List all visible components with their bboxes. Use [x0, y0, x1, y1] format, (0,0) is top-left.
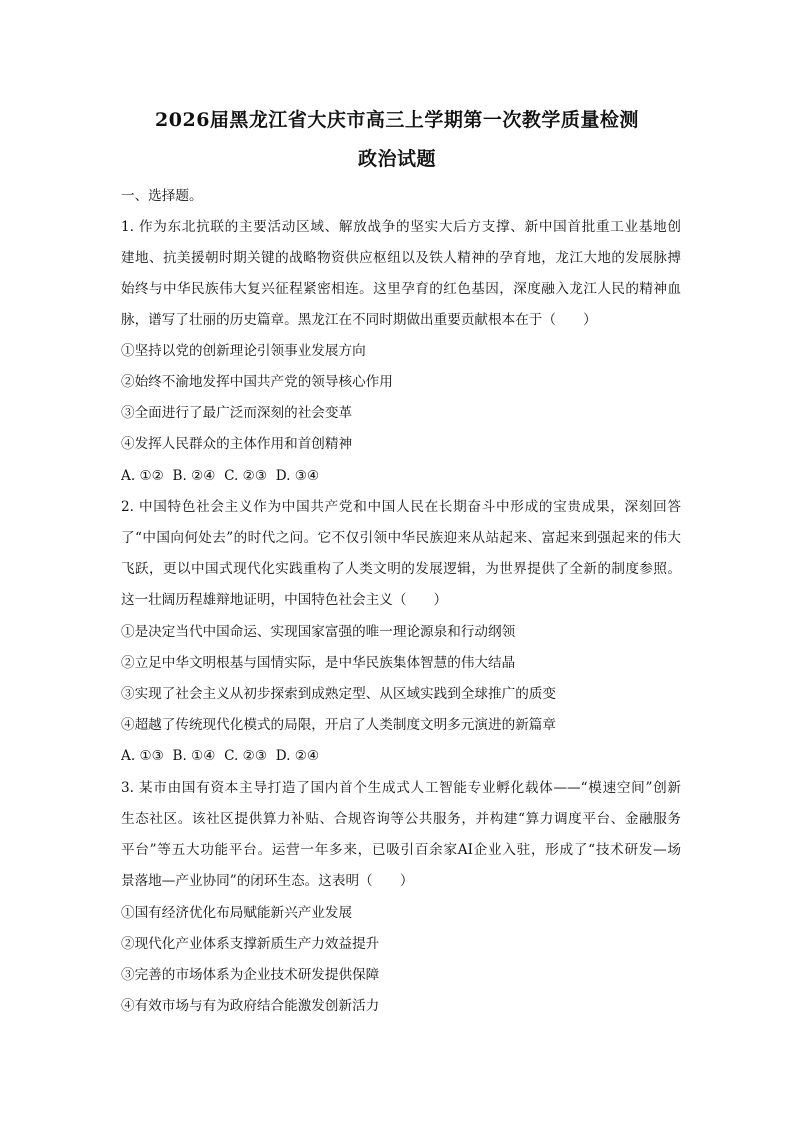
question-stem-line: 脉，谱写了壮丽的历史篇章。黑龙江在不同时期做出重要贡献根本在于（ ）	[121, 312, 597, 328]
question-option: ②现代化产业体系支撑新质生产力效益提升	[121, 936, 380, 952]
question-option: ①坚持以党的创新理论引领事业发展方向	[121, 343, 366, 359]
question-stem-line: 3. 某市由国有资本主导打造了国内首个生成式人工智能专业孵化载体——“模速空间”创新	[121, 780, 681, 796]
question-stem-line: 建地、抗美援朝时期关键的战略物资供应枢纽以及铁人精神的孕育地，龙江大地的发展脉搏	[121, 250, 681, 266]
question-stem-line: 始终与中华民族伟大复兴征程紧密相连。这里孕育的红色基因，深度融入龙江人民的精神血	[121, 281, 681, 297]
question-option: ④有效市场与有为政府结合能激发创新活力	[121, 998, 380, 1014]
question-stem-line: 了“中国向何处去”的时代之问。它不仅引领中华民族迎来从站起来、富起来到强起来的伟大	[121, 530, 681, 546]
question-option: ④发挥人民群众的主体作用和首创精神	[121, 436, 353, 452]
question-option: ①是决定当代中国命运、实现国家富强的唯一理论源泉和行动纲领	[121, 624, 516, 640]
question-option: ④超越了传统现代化模式的局限，开启了人类制度文明多元演进的新篇章	[121, 717, 556, 733]
answer-choices: A. ①③ B. ①④ C. ②③ D. ②④	[121, 748, 320, 764]
question-option: ③实现了社会主义从初步探索到成熟定型、从区域实践到全球推广的质变	[121, 686, 556, 702]
question-stem-line: 1. 作为东北抗联的主要活动区域、解放战争的坚实大后方支撑、新中国首批重工业基地创	[121, 219, 681, 235]
question-stem-line: 平台”等五大功能平台。运营一年多来，已吸引百余家AI企业入驻，形成了“技术研发—场	[121, 842, 681, 858]
question-option: ③完善的市场体系为企业技术研发提供保障	[121, 967, 380, 983]
question-stem-line: 这一壮阔历程雄辩地证明，中国特色社会主义（ ）	[121, 592, 448, 608]
question-option: ③全面进行了最广泛而深刻的社会变革	[121, 405, 353, 421]
answer-choices: A. ①② B. ②④ C. ②③ D. ③④	[121, 468, 320, 484]
exam-title: 2026届黑龙江省大庆市高三上学期第一次教学质量检测	[155, 109, 639, 131]
exam-subtitle: 政治试题	[357, 148, 436, 170]
question-stem-line: 2. 中国特色社会主义作为中国共产党和中国人民在长期奋斗中形成的宝贵成果，深刻回答	[121, 499, 681, 515]
question-stem-line: 飞跃，更以中国式现代化实践重构了人类文明的发展逻辑，为世界提供了全新的制度参照。	[121, 561, 681, 577]
question-option: ②始终不渝地发挥中国共产党的领导核心作用	[121, 374, 393, 390]
question-stem-line: 景落地—产业协同”的闭环生态。这表明（ ）	[121, 873, 414, 889]
question-stem-line: 生态社区。该社区提供算力补贴、合规咨询等公共服务，并构建“算力调度平台、金融服务	[121, 811, 681, 827]
section-heading: 一、选择题。	[121, 188, 203, 204]
question-option: ①国有经济优化布局赋能新兴产业发展	[121, 905, 353, 921]
question-option: ②立足中华文明根基与国情实际，是中华民族集体智慧的伟大结晶	[121, 655, 516, 671]
